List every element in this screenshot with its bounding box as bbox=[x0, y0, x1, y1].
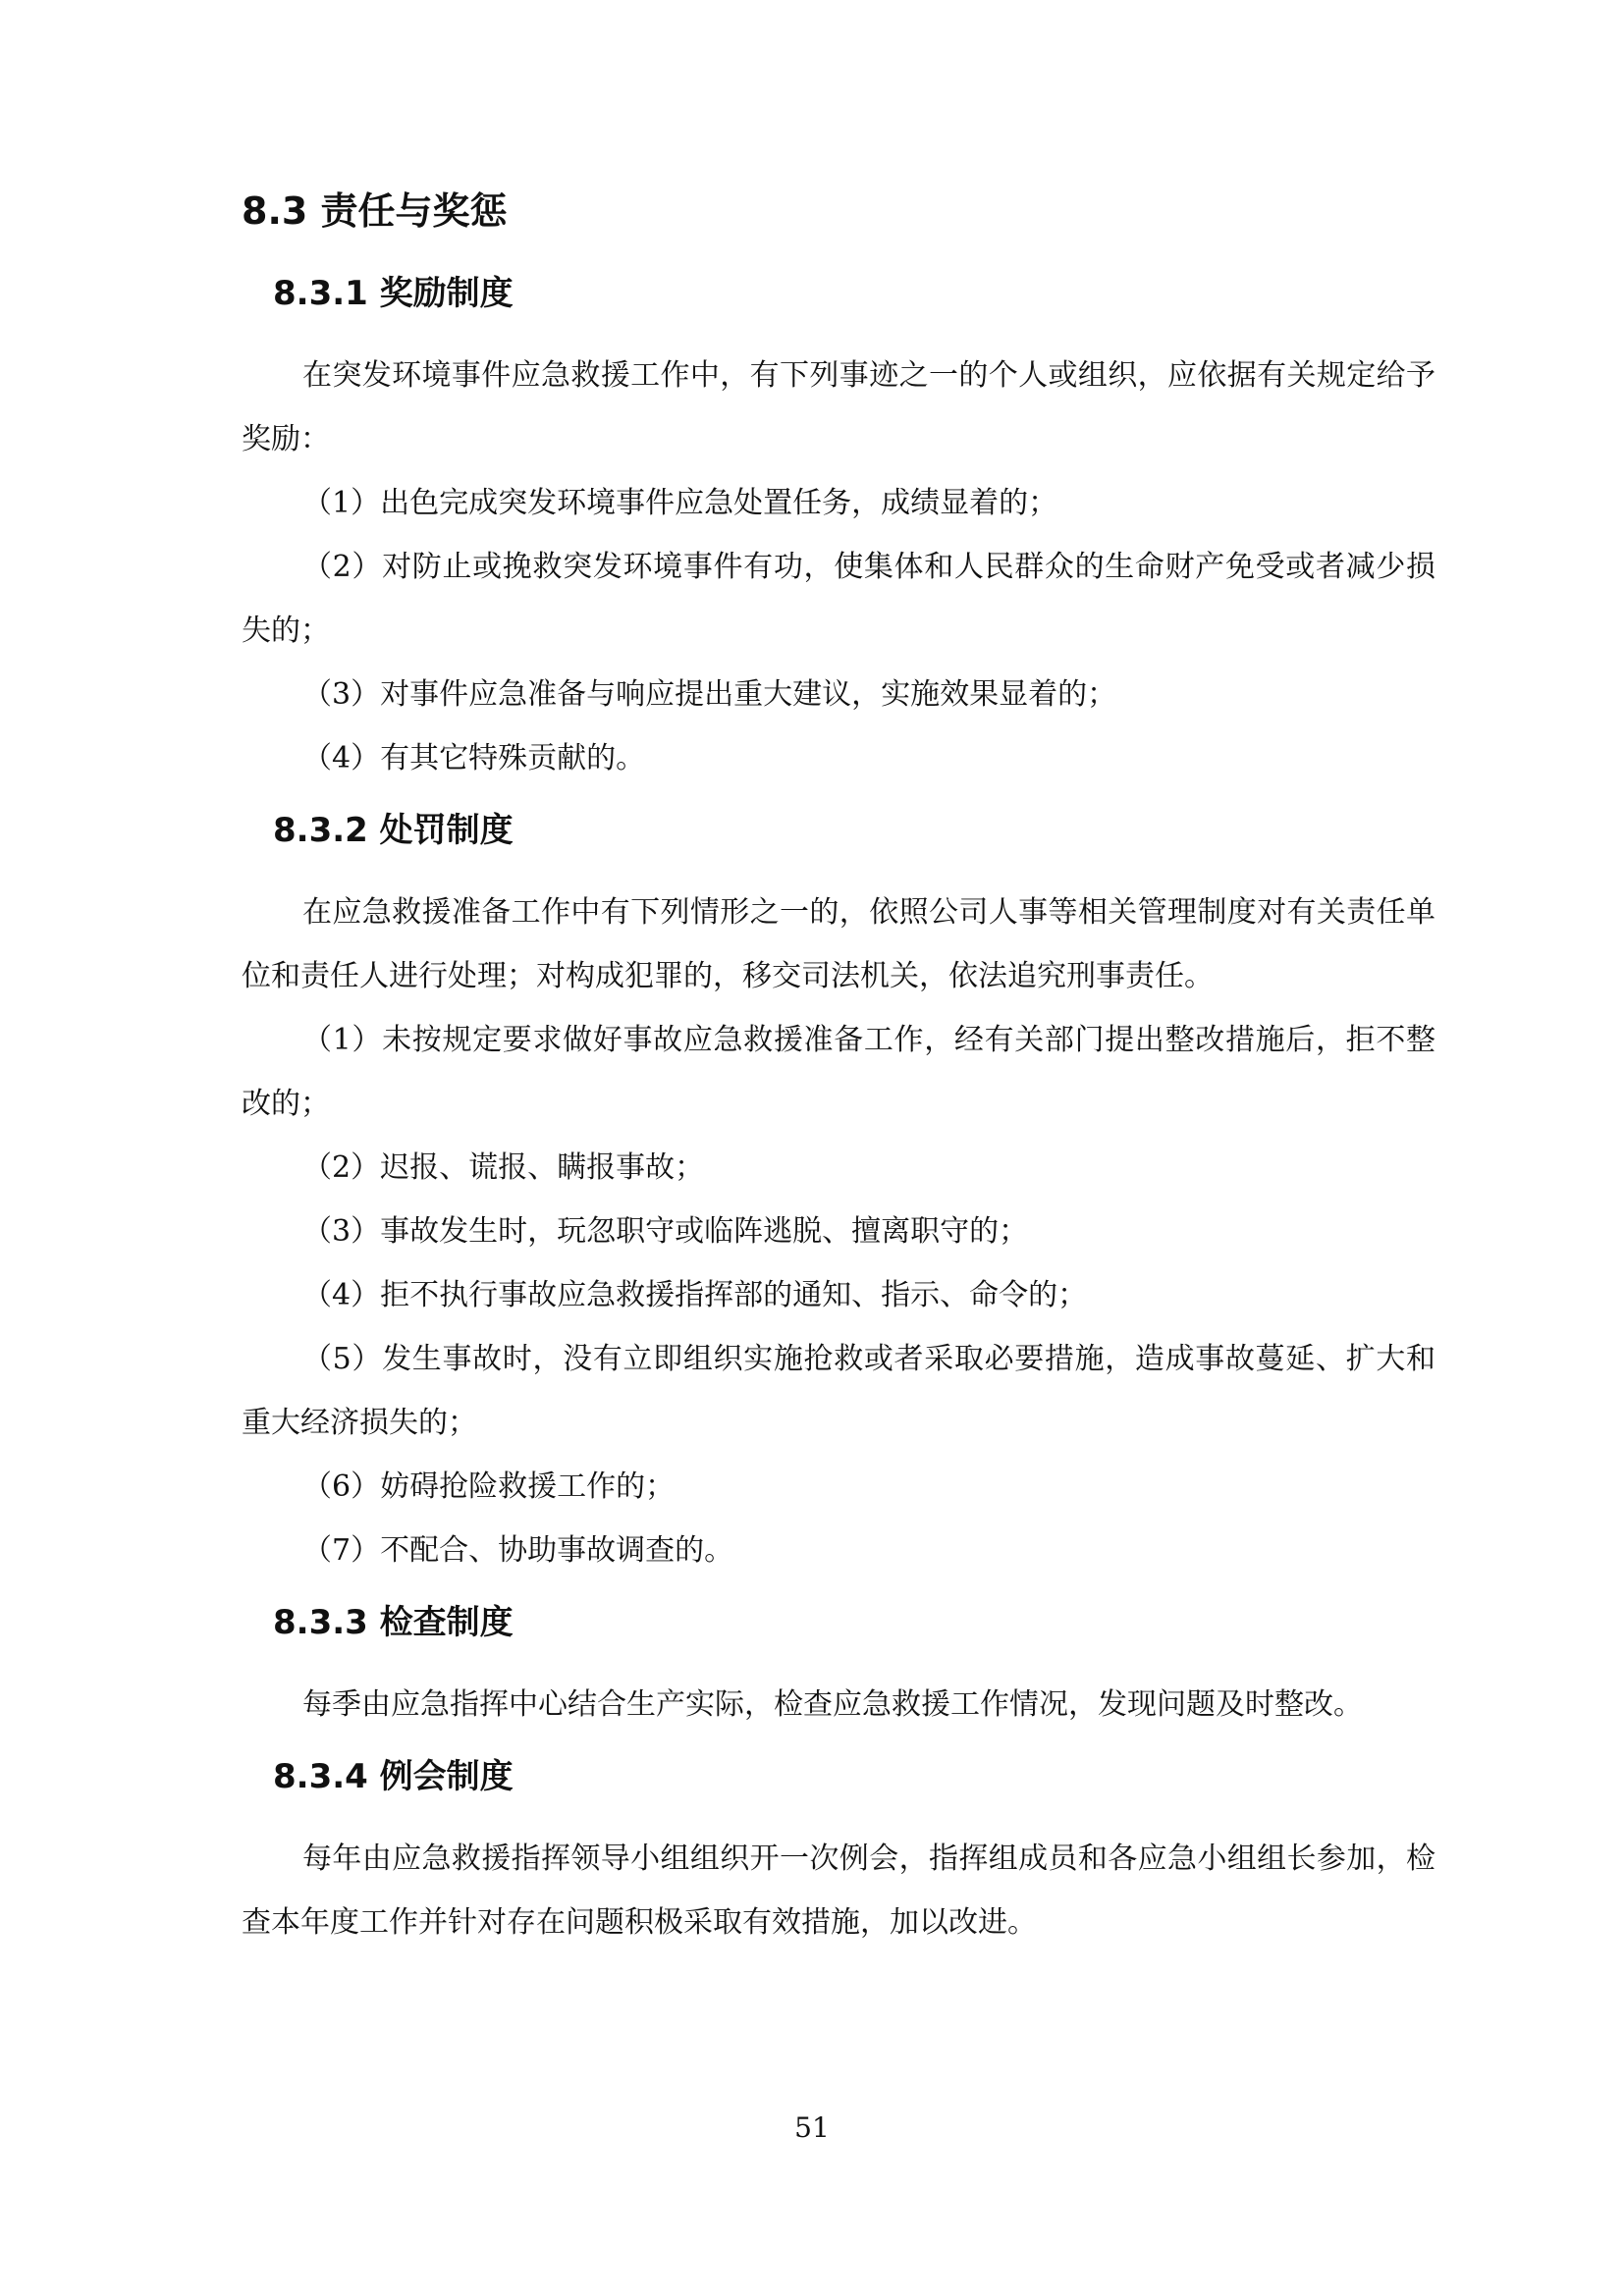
list-item: （5）发生事故时，没有立即组织实施抢救或者采取必要措施，造成事故蔓延、扩大和重大经济损失的； bbox=[242, 1342, 1435, 1440]
section-meetings bbox=[242, 1754, 1435, 1954]
list-item: （6）妨碍抢险救援工作的； bbox=[302, 1469, 676, 1504]
list-item: （4）拒不执行事故应急救援指挥部的通知、指示、命令的； bbox=[302, 1278, 1088, 1312]
list-item: （2）迟报、谎报、瞒报事故； bbox=[302, 1150, 705, 1185]
list-item: （3）事故发生时，玩忽职守或临阵逃脱、擅离职守的； bbox=[302, 1214, 1029, 1249]
list-item: （1）出色完成突发环境事件应急处置任务，成绩显着的； bbox=[302, 486, 1058, 520]
list-item: （4）有其它特殊贡献的。 bbox=[302, 741, 646, 775]
section-heading: 8.3 责任与奖惩 bbox=[242, 189, 508, 233]
subsection-title: 8.3.1 奖励制度 bbox=[273, 274, 514, 313]
paragraph-intro: 在应急救援准备工作中有下列情形之一的，依照公司人事等相关管理制度对有关责任单位和责任人进行处理；对构成犯罪的，移交司法机关，依法追究刑事责任。 bbox=[242, 895, 1435, 993]
paragraph-intro: 在突发环境事件应急救援工作中，有下列事迹之一的个人或组织，应依据有关规定给予奖励： bbox=[242, 358, 1435, 456]
section-penalties bbox=[242, 808, 1435, 1582]
paragraph-intro: 每季由应急指挥中心结合生产实际，检查应急救援工作情况，发现问题及时整改。 bbox=[302, 1687, 1363, 1722]
list-item: （1）未按规定要求做好事故应急救援准备工作，经有关部门提出整改措施后，拒不整改的； bbox=[242, 1023, 1435, 1121]
page-number: 51 bbox=[794, 2111, 830, 2144]
section-inspection bbox=[242, 1600, 1435, 1736]
subsection-title: 8.3.3 检查制度 bbox=[273, 1603, 514, 1642]
subsection-title: 8.3.2 处罚制度 bbox=[273, 811, 514, 850]
paragraph-intro: 每年由应急救援指挥领导小组组织开一次例会，指挥组成员和各应急小组组长参加，检查本年度工作并针对存在问题积极采取有效措施，加以改进。 bbox=[242, 1842, 1435, 1940]
list-item: （3）对事件应急准备与响应提出重大建议，实施效果显着的； bbox=[302, 677, 1117, 712]
document-content bbox=[242, 187, 1435, 1964]
list-item: （7）不配合、协助事故调查的。 bbox=[302, 1533, 734, 1568]
section-rewards bbox=[242, 271, 1435, 790]
subsection-title: 8.3.4 例会制度 bbox=[273, 1757, 514, 1796]
list-item: （2）对防止或挽救突发环境事件有功，使集体和人民群众的生命财产免受或者减少损失的； bbox=[242, 550, 1435, 648]
